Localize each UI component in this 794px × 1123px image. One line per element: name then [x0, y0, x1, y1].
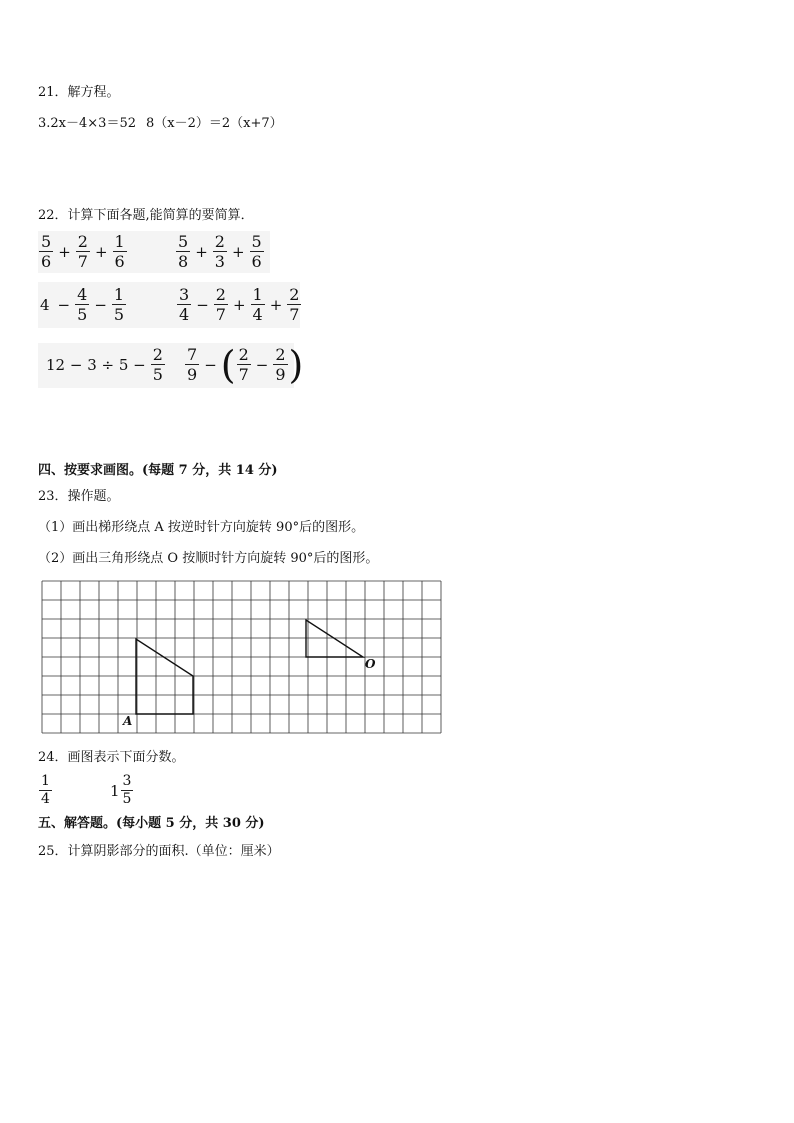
q22-expr-1: $\frac{5}{6}$ + $\frac{2}{7}$ + $\frac{1}{6}$: [41, 232, 125, 271]
q21-equation-2: 8（x－2）＝2（x+7）: [146, 116, 283, 131]
q23-title: 23．操作题。: [38, 489, 120, 504]
q21-title: 21．解方程。: [38, 85, 120, 100]
point-o-label: O: [365, 657, 376, 671]
q22-expr-5: 12 − 3 ÷ 5 − $\frac{2}{5}$: [46, 345, 163, 384]
point-a-label: A: [123, 714, 133, 728]
q25-title: 25．计算阴影部分的面积.（单位：厘米）: [38, 844, 280, 859]
q23-part-2: （2）画出三角形绕点 O 按顺时针方向旋转 90°后的图形。: [38, 551, 379, 566]
section4-title: 四、按要求画图。(每题 7 分，共 14 分): [38, 463, 278, 478]
q22-expr-2: $\frac{5}{8}$ + $\frac{2}{3}$ + $\frac{5}{6}$: [178, 232, 262, 271]
q22-expr-6: $\frac{7}{9}$ − ( $\frac{2}{7}$ − $\frac{2}{9}$ ): [187, 342, 304, 387]
q22-title: 22．计算下面各题,能简算的要简算．: [38, 208, 254, 223]
q24-mixed-number: 1 $\frac{3}{5}$: [110, 773, 132, 807]
q22-expr-3: 4 − $\frac{4}{5}$ − $\frac{1}{5}$: [40, 285, 125, 324]
q21-equation-1: 3.2x－4×3＝52: [38, 116, 136, 131]
square-grid: [42, 581, 441, 733]
q22-expr-4: $\frac{3}{4}$ − $\frac{2}{7}$ + $\frac{1}{4}$ + $\frac{2}{7}$: [179, 285, 300, 324]
q24-title: 24．画图表示下面分数。: [38, 750, 185, 765]
q24-fraction-1: $\frac{1}{4}$: [41, 773, 50, 807]
section5-title: 五、解答题。(每小题 5 分，共 30 分): [38, 816, 265, 831]
trapezoid-shape: [136, 639, 193, 714]
q23-part-1: （1）画出梯形绕点 A 按逆时针方向旋转 90°后的图形。: [38, 520, 365, 535]
triangle-shape: [306, 620, 363, 657]
